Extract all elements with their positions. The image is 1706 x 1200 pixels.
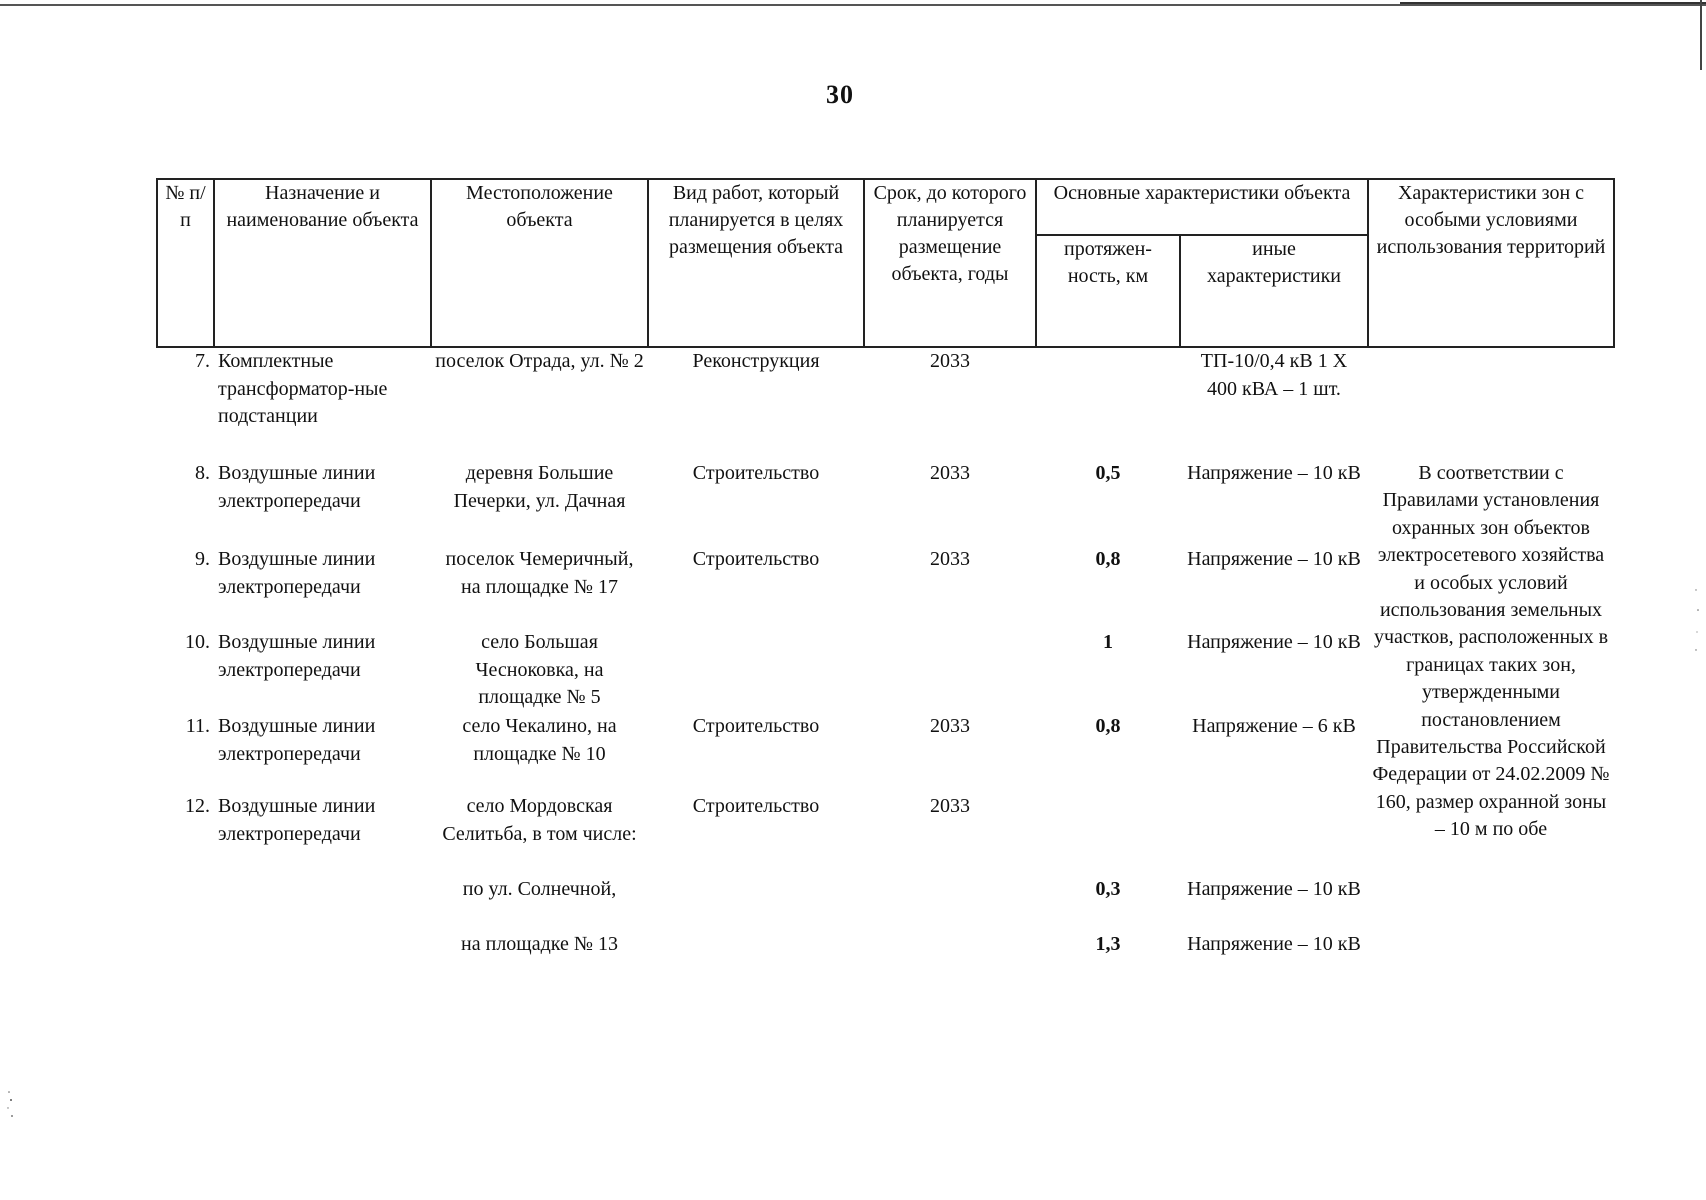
scan-edge-line	[1700, 0, 1702, 70]
object-location: поселок Чемеричный, на площадке № 17	[445, 548, 634, 598]
other-characteristics: Напряжение – 10 кВ	[1187, 548, 1361, 570]
header-main-characteristics: Основные характеристики объекта	[1036, 179, 1368, 235]
other-characteristics: Напряжение – 10 кВ	[1187, 631, 1361, 653]
empty-cell	[157, 876, 214, 931]
deadline-year: 2033	[930, 548, 970, 570]
header-num: № п/п	[157, 179, 214, 347]
row-number: 11.	[185, 715, 210, 737]
deadline-year: 2033	[930, 350, 970, 372]
page-number: 30	[826, 80, 854, 109]
header-work-type: Вид работ, который планируется в целях размещения объекта	[648, 179, 864, 347]
object-name: Воздушные линии электропередачи	[218, 462, 376, 512]
deadline-year: 2033	[930, 715, 970, 737]
table-header	[157, 179, 1614, 347]
length-km	[1036, 347, 1180, 460]
object-name: Комплектные трансформатор-ные подстанции	[218, 350, 388, 427]
other-characteristics: Напряжение – 10 кВ	[1187, 462, 1361, 484]
object-name: Воздушные линии электропередачи	[218, 715, 376, 765]
deadline-year	[864, 629, 1036, 713]
length-km: 0,8	[1095, 715, 1121, 737]
planned-objects-table	[156, 178, 1615, 1013]
row-number: 12.	[185, 795, 210, 817]
header-deadline: Срок, до которого планируется размещение объекта, годы	[864, 179, 1036, 347]
empty-cell	[214, 876, 431, 931]
empty-cell	[864, 876, 1036, 931]
deadline-year: 2033	[930, 795, 970, 817]
work-type: Строительство	[692, 462, 820, 484]
empty-cell	[648, 876, 864, 931]
other-characteristics: Напряжение – 6 кВ	[1192, 715, 1356, 737]
length-km: 1	[1103, 631, 1113, 653]
empty-cell	[648, 931, 864, 1013]
object-location: село Чекалино, на площадке № 10	[462, 715, 617, 765]
object-location: село Большая Чесноковка, на площадке № 5	[475, 631, 604, 708]
header-name: Назначение и наименование объекта	[214, 179, 431, 347]
length-km: 0,8	[1095, 548, 1121, 570]
row-number: 8.	[195, 462, 210, 484]
other-characteristics	[1180, 793, 1368, 876]
object-name: Воздушные линии электропередачи	[218, 795, 376, 845]
length-km	[1036, 793, 1180, 876]
other-characteristics: Напряжение – 10 кВ	[1187, 878, 1361, 900]
row-number: 9.	[195, 548, 210, 570]
empty-cell	[214, 931, 431, 1013]
object-location: на площадке № 13	[461, 933, 618, 955]
header-other-characteristics: иные характеристики	[1180, 235, 1368, 347]
header-location: Местоположение объекта	[431, 179, 648, 347]
scan-noise	[6, 1088, 16, 1124]
object-name: Воздушные линии электропередачи	[218, 548, 376, 598]
zone-characteristics: В соответствии с Правилами установления охранных зон объектов электросетевого хозяйства и особых условий использования земельных участков, расположенных в границах таких зон, утвержденными постановлением Правительства Российской Федерации от 24.02.2009 № 160, размер охранной зоны – 10 м по обе	[1372, 462, 1610, 841]
scan-edge-line	[0, 4, 1706, 6]
length-km: 1,3	[1095, 933, 1121, 955]
object-location: деревня Большие Печерки, ул. Дачная	[453, 462, 626, 512]
object-location: село Мордовская Селитьба, в том числе:	[442, 795, 637, 845]
length-km: 0,3	[1095, 878, 1121, 900]
table-row	[157, 460, 1614, 546]
work-type: Строительство	[692, 715, 820, 737]
work-type: Строительство	[692, 548, 820, 570]
scan-noise	[1694, 580, 1700, 660]
row-number: 7.	[195, 350, 210, 372]
deadline-year: 2033	[930, 462, 970, 484]
work-type: Строительство	[692, 795, 820, 817]
length-km: 0,5	[1095, 462, 1121, 484]
other-characteristics: ТП-10/0,4 кВ 1 Х 400 кВА – 1 шт.	[1200, 350, 1348, 400]
header-length: протяжен-ность, км	[1036, 235, 1180, 347]
scan-edge-line	[1400, 2, 1706, 4]
zone-cell-empty	[1368, 347, 1614, 460]
table-row	[157, 347, 1614, 460]
empty-cell	[157, 931, 214, 1013]
other-characteristics: Напряжение – 10 кВ	[1187, 933, 1361, 955]
table-body	[157, 347, 1614, 1013]
object-location: по ул. Солнечной,	[462, 878, 617, 900]
header-zones: Характеристики зон с особыми условиями использования территорий	[1368, 179, 1614, 347]
row-number: 10.	[185, 631, 210, 653]
work-type: Реконструкция	[692, 350, 820, 372]
empty-cell	[864, 931, 1036, 1013]
work-type	[648, 629, 864, 713]
object-location: поселок Отрада, ул. № 2	[435, 350, 644, 372]
object-name: Воздушные линии электропередачи	[218, 631, 376, 681]
